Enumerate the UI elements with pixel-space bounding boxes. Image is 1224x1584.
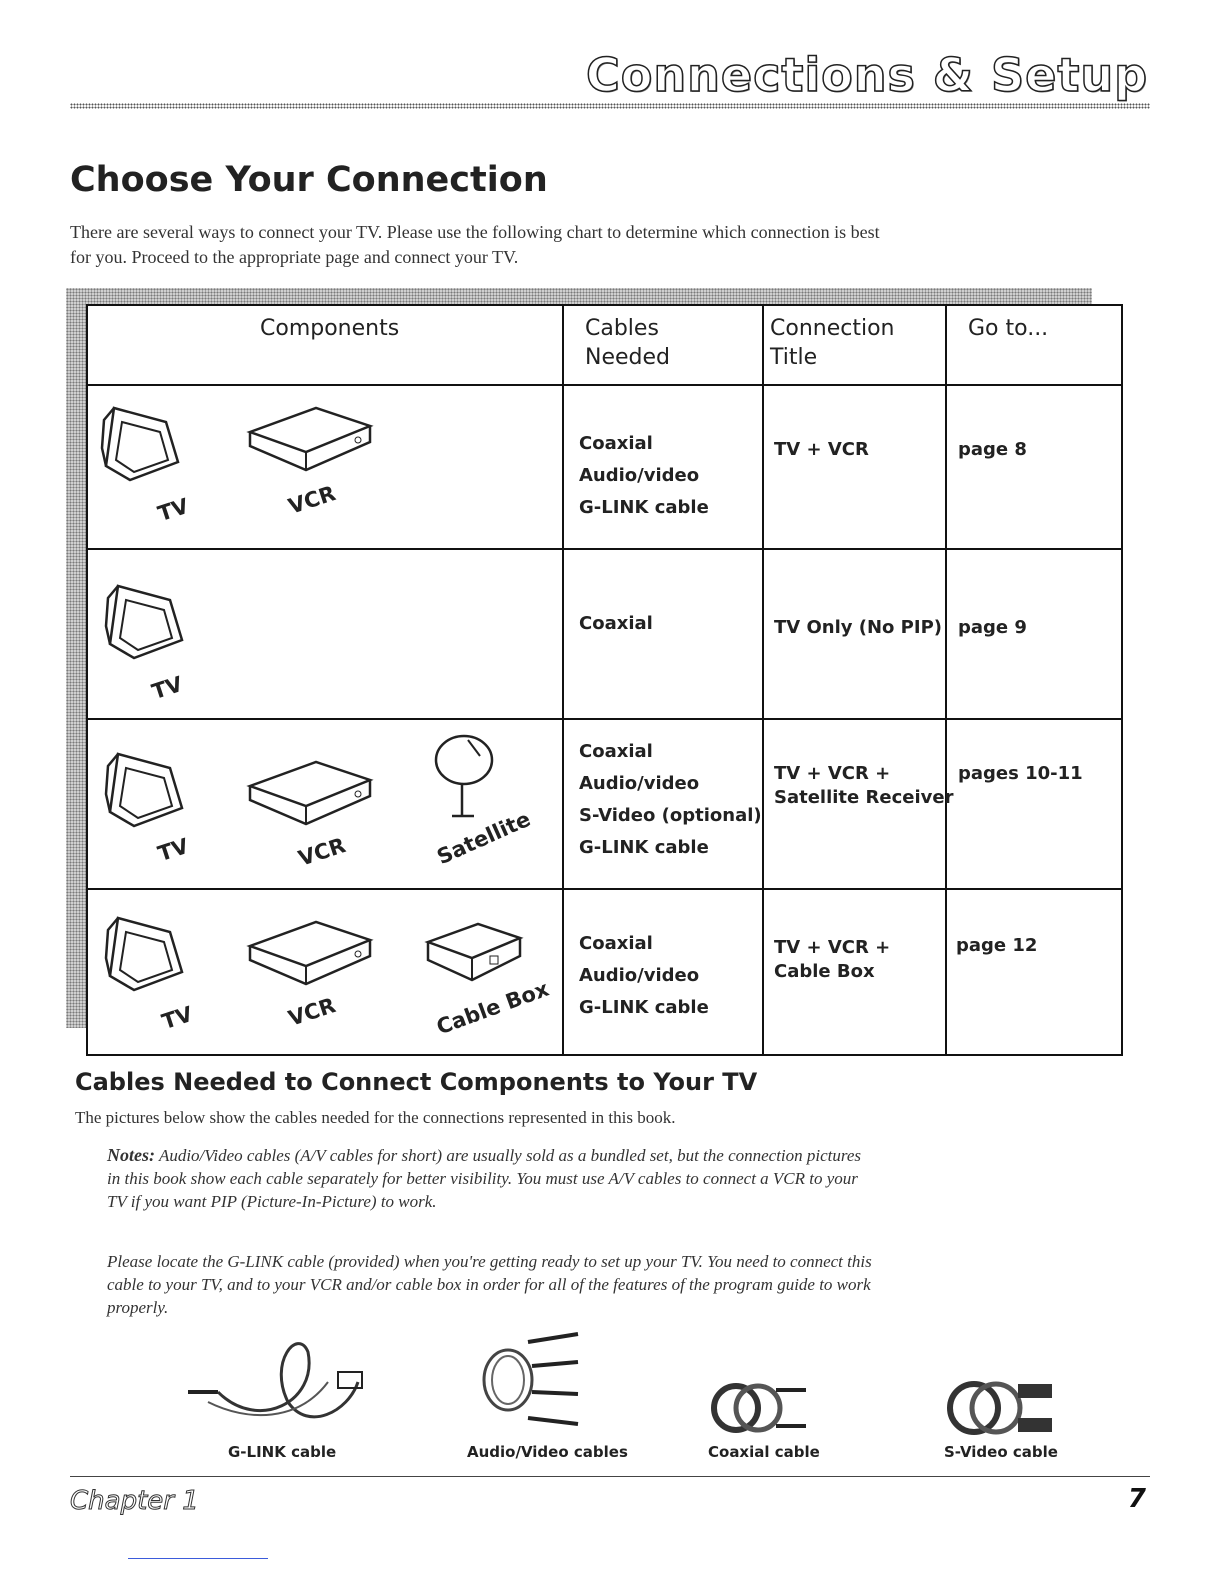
footer-rule (70, 1476, 1150, 1477)
caption-g-link: G-LINK cable (228, 1443, 337, 1461)
section-header: Connections & Setup (586, 48, 1148, 102)
column-divider (562, 306, 564, 1054)
cable-item: S-Video (optional) (579, 805, 762, 826)
connection-title-line: Cable Box (774, 961, 875, 982)
coaxial-cable-icon (706, 1378, 816, 1438)
tv-icon (100, 746, 195, 831)
satellite-dish-icon (424, 726, 504, 826)
table-row (88, 384, 1121, 386)
connection-table (86, 304, 1123, 1056)
caption-coaxial: Coaxial cable (708, 1443, 820, 1461)
connection-title-line: TV + VCR + (774, 763, 891, 784)
header-components: Components (260, 316, 400, 341)
footer-chapter: Chapter 1 (70, 1486, 199, 1516)
goto-page: pages 10-11 (958, 763, 1083, 784)
note-2: Please locate the G-LINK cable (provided) when you're getting ready to set up your TV. You need to connect this cable to your TV, and to your VCR and/or cable box in order for all of the features of the program guide to work properly. (107, 1252, 872, 1317)
header-cables (585, 314, 670, 372)
link-underline (128, 1558, 268, 1559)
vcr-icon (246, 756, 376, 831)
caption-s-video: S-Video cable (944, 1443, 1058, 1461)
note-1-text: Audio/Video cables (A/V cables for short) are usually sold as a bundled set, but the connection pictures in this book show each cable separately for better visibility. You must use A/V cables to connect a VCR to your TV if you want PIP (Picture-In-Picture) to work. (107, 1146, 862, 1211)
connection-title (774, 762, 953, 810)
caption-av: Audio/Video cables (467, 1443, 628, 1461)
header-cables-line2: Needed (585, 345, 670, 370)
label-satellite: Satellite (433, 806, 535, 870)
page-number: 7 (1127, 1484, 1146, 1514)
tv-icon (100, 910, 195, 995)
tv-icon (100, 578, 195, 663)
cables-list (579, 608, 653, 640)
cable-item: Coaxial (579, 741, 653, 762)
tv-icon (96, 400, 191, 485)
label-vcr: VCR (285, 993, 339, 1031)
header-rule (70, 103, 1150, 109)
label-cable-box: Cable Box (433, 976, 552, 1040)
cable-item: G-LINK cable (579, 837, 709, 858)
cable-box-icon (424, 916, 524, 991)
label-tv: TV (155, 493, 192, 527)
av-cables-icon (468, 1322, 588, 1437)
cable-item: Coaxial (579, 613, 653, 634)
label-vcr: VCR (285, 481, 339, 519)
label-tv: TV (155, 833, 192, 867)
cables-heading: Cables Needed to Connect Components to Your TV (75, 1068, 758, 1096)
connection-title: TV Only (No PIP) (774, 617, 942, 638)
table-row (88, 888, 1121, 890)
g-link-cable-icon (178, 1332, 378, 1437)
page-title: Choose Your Connection (70, 160, 548, 200)
label-vcr: VCR (295, 833, 349, 871)
cable-item: Audio/video (579, 465, 700, 486)
label-tv: TV (159, 1001, 196, 1035)
vcr-icon (246, 402, 376, 477)
table-row (88, 548, 1121, 550)
goto-page: page 12 (956, 935, 1038, 956)
label-tv: TV (149, 671, 186, 705)
notes-label: Notes: (107, 1145, 155, 1165)
goto-page: page 8 (958, 439, 1027, 460)
header-cables-line1: Cables (585, 316, 659, 341)
cable-item: Audio/video (579, 965, 700, 986)
cables-intro: The pictures below show the cables needed for the connections represented in this book. (75, 1108, 676, 1127)
cables-list (579, 928, 709, 1024)
s-video-cable-icon (942, 1378, 1062, 1438)
cables-list (579, 428, 709, 524)
header-goto: Go to... (968, 316, 1049, 341)
column-divider (945, 306, 947, 1054)
note-1 (107, 1144, 877, 1213)
cable-item: Coaxial (579, 433, 653, 454)
connection-title (774, 936, 890, 984)
cable-item: Audio/video (579, 773, 700, 794)
cable-item: G-LINK cable (579, 997, 709, 1018)
column-divider (762, 306, 764, 1054)
table-row (88, 718, 1121, 720)
intro-paragraph: There are several ways to connect your TV. Please use the following chart to determine which connection is best for you. Proceed to the appropriate page and connect your TV. (70, 222, 880, 267)
goto-page: page 9 (958, 617, 1027, 638)
cable-item: Coaxial (579, 933, 653, 954)
header-connection-line2: Title (770, 345, 818, 370)
cables-list (579, 736, 762, 864)
connection-title: TV + VCR (774, 439, 869, 460)
cable-item: G-LINK cable (579, 497, 709, 518)
header-connection-line1: Connection (770, 316, 895, 341)
vcr-icon (246, 916, 376, 991)
connection-title-line: Satellite Receiver (774, 787, 954, 808)
connection-title-line: TV + VCR + (774, 937, 891, 958)
header-connection-title (770, 314, 894, 372)
